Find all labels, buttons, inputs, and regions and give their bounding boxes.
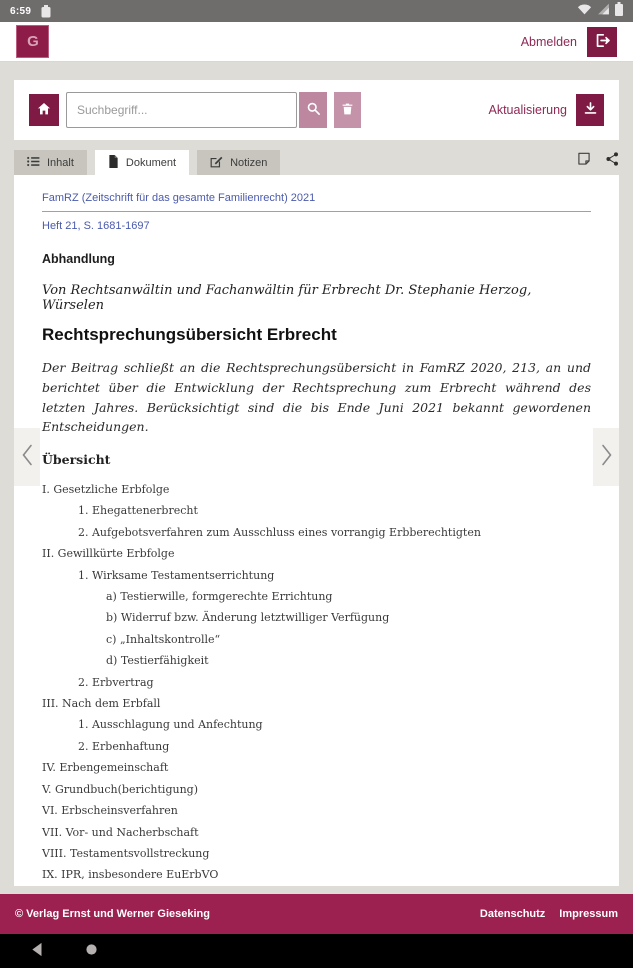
android-nav-bar: [0, 934, 633, 968]
notification-battery-icon: [41, 5, 51, 18]
back-triangle-icon: [30, 942, 43, 960]
edit-note-icon: [210, 155, 223, 171]
note-page-icon[interactable]: [577, 152, 591, 171]
document-author-line: Von Rechtsanwältin und Fachanwältin für Erbrecht Dr. Stephanie Herzog, Würselen: [42, 283, 532, 313]
logo-letter: G: [27, 33, 38, 50]
outline-item: VII. Vor- und Nacherbschaft: [42, 825, 199, 839]
home-button[interactable]: [29, 94, 59, 126]
outline-item: b) Widerruf bzw. Änderung letztwilliger Verfügung: [106, 611, 390, 625]
tab-bar: [0, 150, 633, 175]
publisher-logo: [16, 25, 49, 58]
clock: 6:59: [10, 5, 32, 17]
outline-item: VIII. Testamentsvollstreckung: [42, 846, 210, 860]
update-download-button[interactable]: [576, 94, 604, 126]
citation-journal-link[interactable]: FamRZ (Zeitschrift für das gesamte Familienrecht) 2021: [42, 192, 316, 204]
outline-item: II. Gewillkürte Erbfolge: [42, 547, 175, 561]
logout-label: Abmelden: [520, 34, 577, 49]
imprint-link[interactable]: Impressum: [559, 907, 618, 920]
outline-item: IX. IPR, insbesondere EuErbVO: [42, 868, 219, 882]
share-icon[interactable]: [606, 152, 619, 171]
tab-dokument-label: Dokument: [125, 156, 177, 169]
overview-heading: Übersicht: [42, 452, 111, 467]
footer: [0, 894, 633, 934]
tab-notizen[interactable]: [197, 150, 280, 175]
logout-button[interactable]: [587, 27, 617, 57]
chevron-left-icon: [22, 444, 33, 471]
app-header: [0, 22, 633, 62]
tab-dokument[interactable]: [95, 150, 189, 175]
download-icon: [583, 101, 598, 119]
search-input[interactable]: [66, 92, 297, 128]
status-bar: [0, 0, 633, 22]
main-area: [0, 62, 633, 894]
outline-item: d) Testierfähigkeit: [106, 654, 209, 668]
outline-item: I. Gesetzliche Erbfolge: [42, 483, 170, 496]
outline-item: 2. Aufgebotsverfahren zum Ausschluss eines vorrangig Erbberechtigten: [78, 525, 481, 539]
tab-notizen-label: Notizen: [230, 156, 268, 169]
document-icon: [108, 155, 119, 171]
home-icon: [36, 101, 52, 120]
document-abstract: Der Beitrag schließt an die Rechtsprechungsübersicht in FamRZ 2020, 213, an und berichtet über die Entwicklung der Rechtsprechung zum Erbrecht während des letzten Jahres. Berücksichtigt sind die bis Ende Juni 2021 bekannt gewordenen Entscheidungen.: [42, 360, 591, 435]
copyright-text: © Verlag Ernst und Werner Gieseking: [15, 907, 210, 920]
search-button[interactable]: [299, 92, 327, 128]
search-icon: [306, 101, 321, 119]
cell-signal-icon: [597, 2, 610, 20]
wifi-icon: [577, 2, 592, 20]
document-outline: [42, 479, 591, 886]
tab-inhalt-label: Inhalt: [47, 156, 74, 169]
outline-item: c) „Inhaltskontrolle“: [106, 632, 221, 646]
outline-item: 2. Erbenhaftung: [78, 739, 170, 753]
outline-item: V. Grundbuch(berichtigung): [42, 782, 198, 796]
android-back-button[interactable]: [30, 942, 43, 960]
next-page-button[interactable]: [593, 428, 619, 486]
tab-inhalt[interactable]: [14, 150, 87, 175]
citation-divider: [42, 211, 591, 212]
document-title: Rechtsprechungsübersicht Erbrecht: [42, 325, 337, 344]
android-home-button[interactable]: [85, 943, 98, 959]
outline-item: VI. Erbscheinsverfahren: [42, 804, 178, 818]
home-circle-icon: [85, 943, 98, 959]
outline-item: 1. Wirksame Testamentserrichtung: [78, 568, 275, 582]
clear-search-button[interactable]: [334, 92, 361, 128]
trash-icon: [341, 102, 354, 119]
outline-item: a) Testierwille, formgerechte Errichtung: [106, 590, 333, 604]
previous-page-button[interactable]: [14, 428, 40, 486]
outline-item: 1. Ehegattenerbrecht: [78, 504, 198, 518]
privacy-link[interactable]: Datenschutz: [479, 907, 546, 920]
outline-item: 2. Erbvertrag: [78, 675, 154, 689]
list-icon: [27, 156, 40, 170]
update-label: Aktualisierung: [488, 103, 567, 117]
document-category: Abhandlung: [42, 252, 115, 266]
document-view: [14, 175, 619, 886]
outline-item: 1. Ausschlagung und Anfechtung: [78, 718, 263, 732]
battery-icon: [615, 2, 623, 21]
search-toolbar: [14, 80, 619, 140]
outline-item: III. Nach dem Erbfall: [42, 697, 161, 711]
outline-item: IV. Erbengemeinschaft: [42, 761, 169, 775]
logout-icon: [594, 32, 611, 52]
chevron-right-icon: [601, 444, 612, 471]
citation-issue-link[interactable]: Heft 21, S. 1681-1697: [42, 220, 150, 232]
